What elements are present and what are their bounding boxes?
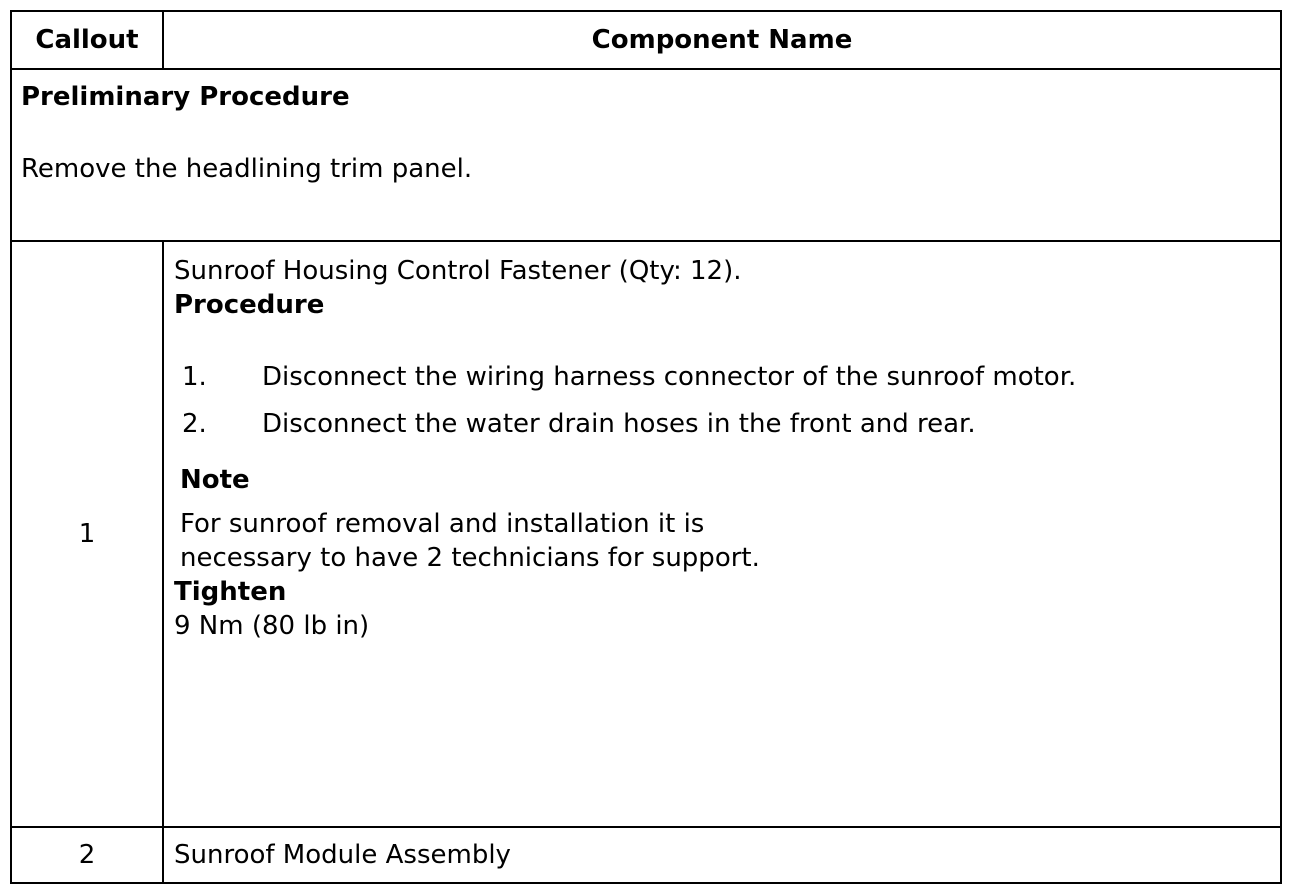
step-number: 1.	[182, 362, 207, 392]
callout-cell: 1	[11, 241, 163, 827]
component-table	[10, 10, 1282, 884]
preliminary-procedure-title: Preliminary Procedure	[21, 82, 350, 112]
preliminary-procedure-row	[11, 69, 1281, 241]
step-text: Disconnect the wiring harness connector of the sunroof motor.	[262, 362, 1077, 392]
preliminary-procedure-cell	[11, 69, 1281, 241]
note-title: Note	[180, 465, 250, 495]
procedure-step	[174, 360, 1270, 394]
torque-value: 9 Nm (80 lb in)	[174, 611, 370, 641]
step-number: 2.	[182, 409, 207, 439]
procedure-step	[174, 407, 1270, 441]
component-name: Sunroof Housing Control Fastener (Qty: 12).	[174, 256, 742, 286]
procedure-title: Procedure	[174, 290, 325, 320]
component-cell	[163, 241, 1281, 827]
table-row	[11, 827, 1281, 883]
step-text: Disconnect the water drain hoses in the front and rear.	[262, 409, 976, 439]
note-text: For sunroof removal and installation it is necessary to have 2 technicians for support.	[180, 509, 760, 573]
table-row	[11, 241, 1281, 827]
tighten-title: Tighten	[174, 577, 287, 607]
note-block	[174, 463, 1270, 575]
column-header-callout: Callout	[11, 11, 163, 69]
procedure-steps	[174, 360, 1270, 441]
component-cell: Sunroof Module Assembly	[163, 827, 1281, 883]
table-header-row	[11, 11, 1281, 69]
column-header-component: Component Name	[163, 11, 1281, 69]
preliminary-procedure-text: Remove the headlining trim panel.	[21, 154, 473, 184]
callout-cell: 2	[11, 827, 163, 883]
